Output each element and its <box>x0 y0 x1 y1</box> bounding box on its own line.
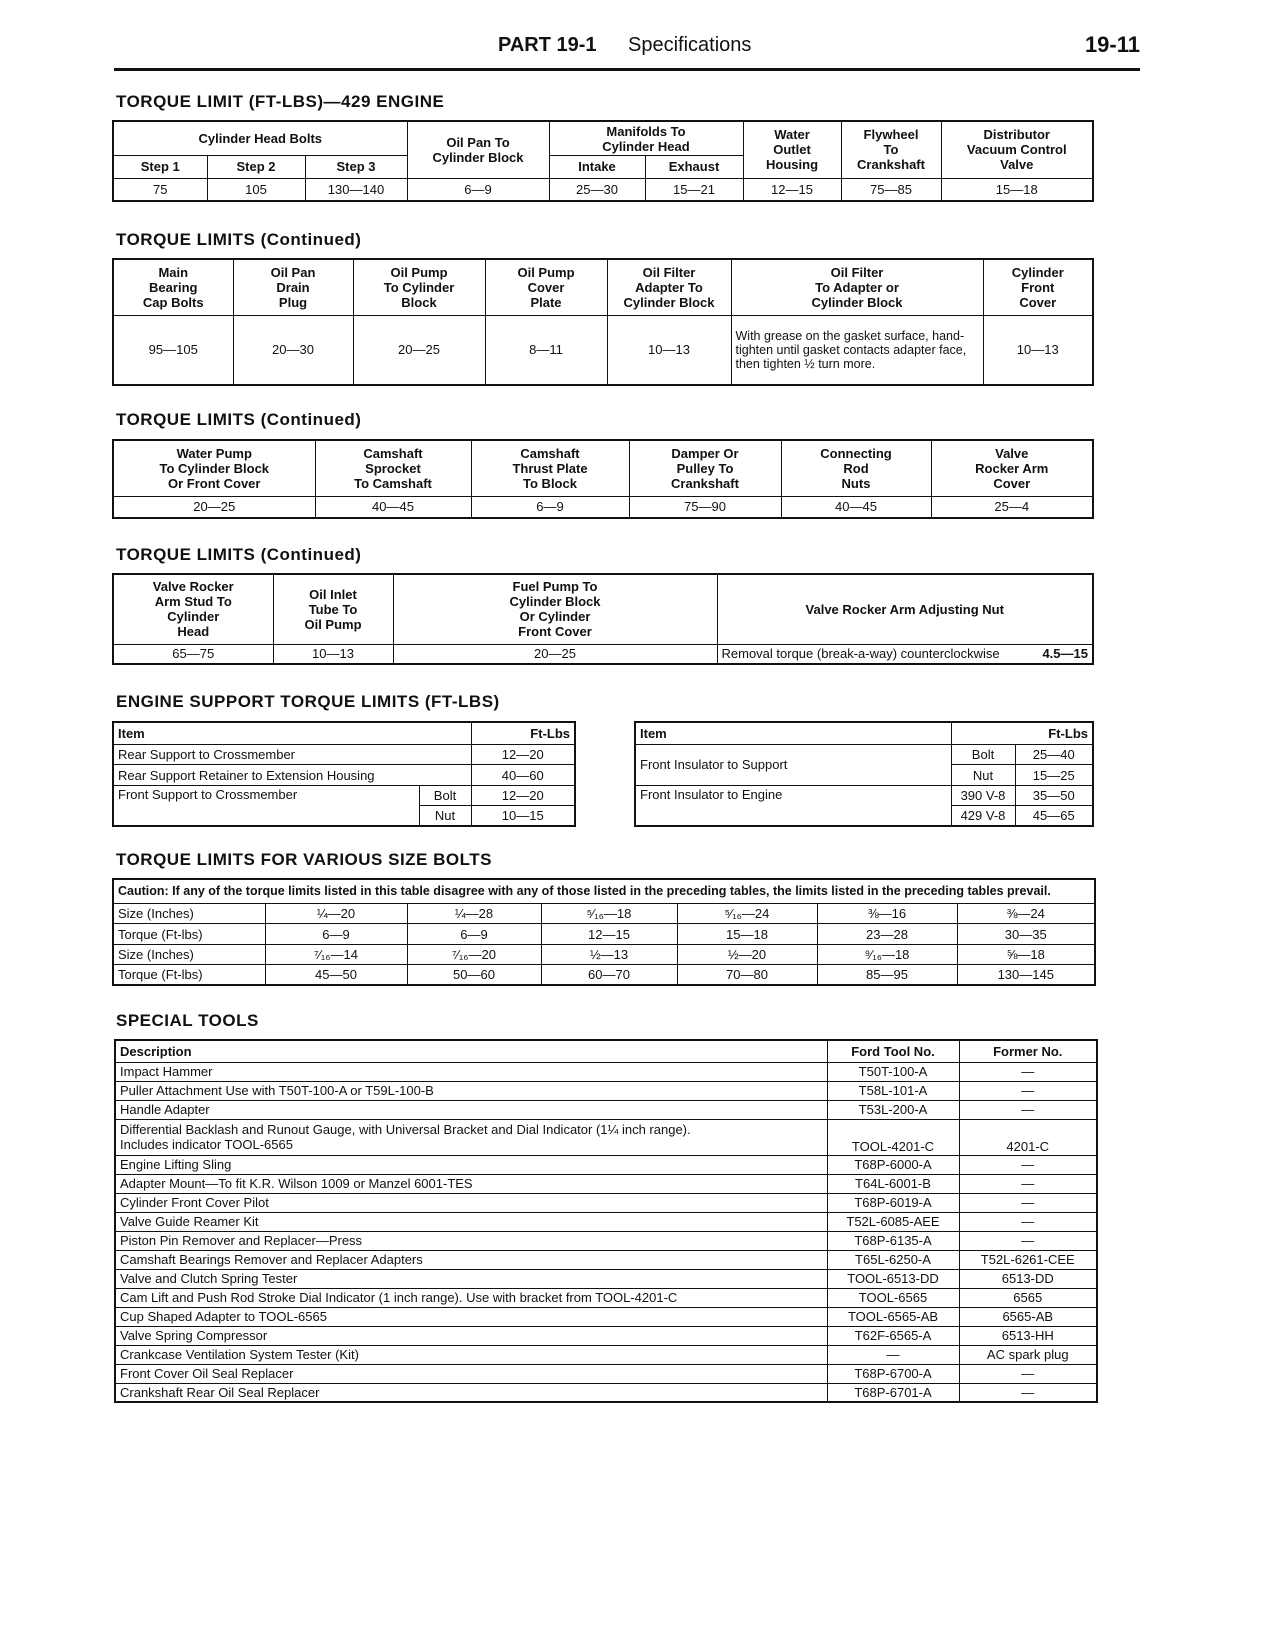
table-cell: 130—140 <box>305 178 407 201</box>
water-outlet-header: Water Outlet Housing <box>743 121 841 178</box>
table-cell: 12—15 <box>743 178 841 201</box>
table-cell: 15—25 <box>1015 765 1093 785</box>
table-cell: ⅝—18 <box>957 944 1095 964</box>
section-title-bolts: TORQUE LIMITS FOR VARIOUS SIZE BOLTS <box>116 850 492 869</box>
row-label: Torque (Ft-lbs) <box>113 965 265 985</box>
tool-former-number: T52L-6261-CEE <box>959 1250 1097 1269</box>
table-cell: 130—145 <box>957 965 1095 985</box>
tool-description: Engine Lifting Sling <box>115 1155 827 1174</box>
tool-description: Puller Attachment Use with T50T-100-A or T59L-100-B <box>115 1081 827 1100</box>
table-cell: ⁹⁄₁₆—18 <box>817 944 957 964</box>
col-header: Camshaft Thrust Plate To Block <box>471 440 629 496</box>
col-header-item: Item <box>635 722 951 744</box>
tool-description: Impact Hammer <box>115 1062 827 1081</box>
table-cell: Rear Support to Crossmember <box>113 744 471 764</box>
tool-former-number: 6565 <box>959 1288 1097 1307</box>
table-cell: 40—45 <box>315 496 471 518</box>
tool-former-number: — <box>959 1364 1097 1383</box>
removal-torque-row <box>717 644 1093 664</box>
table-cell: ⅜—24 <box>957 903 1095 923</box>
col-header: Fuel Pump To Cylinder Block Or Cylinder Front Cover <box>393 574 717 644</box>
exhaust-header: Exhaust <box>645 156 743 179</box>
continued-label: (Continued) <box>260 230 362 249</box>
tool-description: Cup Shaped Adapter to TOOL-6565 <box>115 1307 827 1326</box>
table-row <box>115 1155 1097 1174</box>
table-cell: 6—9 <box>407 924 541 944</box>
tool-former-number: 4201-C <box>959 1119 1097 1155</box>
col-header-ford-tool: Ford Tool No. <box>827 1040 959 1062</box>
engine-support-left-table <box>112 721 576 827</box>
table-row <box>115 1269 1097 1288</box>
page-number: 19-11 <box>1084 32 1140 57</box>
oil-pan-header: Oil Pan To Cylinder Block <box>407 121 549 178</box>
table-row <box>115 1212 1097 1231</box>
col-header-item: Item <box>113 722 471 744</box>
tool-former-number: — <box>959 1081 1097 1100</box>
tool-ford-number: TOOL-4201-C <box>827 1119 959 1155</box>
distributor-header: Distributor Vacuum Control Valve <box>941 121 1093 178</box>
col-header: Main Bearing Cap Bolts <box>113 259 233 315</box>
table-cell: 20—25 <box>113 496 315 518</box>
tool-description: Camshaft Bearings Remover and Replacer Adapters <box>115 1250 827 1269</box>
tool-ford-number: T68P-6000-A <box>827 1155 959 1174</box>
col-header: Oil Filter Adapter To Cylinder Block <box>607 259 731 315</box>
table-row <box>115 1383 1097 1402</box>
col-header-ftlbs: Ft-Lbs <box>951 722 1093 744</box>
tool-ford-number: T68P-6135-A <box>827 1231 959 1250</box>
step3-header: Step 3 <box>305 156 407 179</box>
table-cell: 6—9 <box>471 496 629 518</box>
table-cell: 45—65 <box>1015 806 1093 826</box>
tool-description: Cam Lift and Push Rod Stroke Dial Indicator (1 inch range). Use with bracket from TOOL-4201-C <box>115 1288 827 1307</box>
manifolds-header: Manifolds To Cylinder Head <box>549 121 743 156</box>
table-cell: 35—50 <box>1015 785 1093 805</box>
bolts-table <box>112 878 1096 986</box>
table-cell: 429 V-8 <box>951 806 1015 826</box>
table-cell: Nut <box>419 806 471 826</box>
tool-former-number: 6565-AB <box>959 1307 1097 1326</box>
part-label: PART 19-1 <box>498 34 597 56</box>
torque-cont1-table <box>112 258 1094 386</box>
table-cell: 95—105 <box>113 315 233 385</box>
table-cell: ⁵⁄₁₆—18 <box>541 903 677 923</box>
col-header: Camshaft Sprocket To Camshaft <box>315 440 471 496</box>
table-cell: 8—11 <box>485 315 607 385</box>
table-row <box>115 1081 1097 1100</box>
table-cell: Bolt <box>419 785 471 805</box>
tool-ford-number: T58L-101-A <box>827 1081 959 1100</box>
table-cell: 40—45 <box>781 496 931 518</box>
table-cell: 75—85 <box>841 178 941 201</box>
tool-ford-number: TOOL-6513-DD <box>827 1269 959 1288</box>
tool-description: Valve and Clutch Spring Tester <box>115 1269 827 1288</box>
tool-ford-number: T68P-6701-A <box>827 1383 959 1402</box>
table-row <box>115 1364 1097 1383</box>
tool-ford-number: T52L-6085-AEE <box>827 1212 959 1231</box>
table-cell: 15—18 <box>677 924 817 944</box>
tool-description: Handle Adapter <box>115 1100 827 1119</box>
col-header-description: Description <box>115 1040 827 1062</box>
tool-former-number: — <box>959 1100 1097 1119</box>
col-header: Connecting Rod Nuts <box>781 440 931 496</box>
table-row <box>115 1250 1097 1269</box>
row-label: Torque (Ft-lbs) <box>113 924 265 944</box>
tool-former-number: — <box>959 1062 1097 1081</box>
intake-header: Intake <box>549 156 645 179</box>
continued-label: (Continued) <box>260 545 362 564</box>
col-header: Water Pump To Cylinder Block Or Front Cover <box>113 440 315 496</box>
col-header: Oil Pump Cover Plate <box>485 259 607 315</box>
table-row <box>115 1345 1097 1364</box>
table-cell: 23—28 <box>817 924 957 944</box>
tool-description: Differential Backlash and Runout Gauge, with Universal Bracket and Dial Indicator (1¼ inch range). Includes indicator TOOL-6565 <box>115 1119 827 1155</box>
tool-ford-number: T50T-100-A <box>827 1062 959 1081</box>
table-cell: 40—60 <box>471 765 575 785</box>
tool-ford-number: T65L-6250-A <box>827 1250 959 1269</box>
table-row <box>115 1326 1097 1345</box>
tool-former-number: AC spark plug <box>959 1345 1097 1364</box>
table-cell: 10—13 <box>607 315 731 385</box>
caution-label: Caution: <box>118 883 169 898</box>
tool-ford-number: T68P-6700-A <box>827 1364 959 1383</box>
table-cell: 75—90 <box>629 496 781 518</box>
table-cell: ⁷⁄₁₆—20 <box>407 944 541 964</box>
special-tools-table <box>114 1039 1098 1403</box>
engine-support-right-table <box>634 721 1094 827</box>
table-cell: Bolt <box>951 744 1015 764</box>
tool-ford-number: — <box>827 1345 959 1364</box>
tool-ford-number: T53L-200-A <box>827 1100 959 1119</box>
tool-description: Front Cover Oil Seal Replacer <box>115 1364 827 1383</box>
table-cell: 15—21 <box>645 178 743 201</box>
col-header-ftlbs: Ft-Lbs <box>471 722 575 744</box>
table-cell: Front Support to Crossmember <box>113 785 419 826</box>
section-title-429: TORQUE LIMIT (FT-LBS)—429 ENGINE <box>116 92 445 111</box>
head-bolts-header: Cylinder Head Bolts <box>113 121 407 156</box>
table-cell: 12—15 <box>541 924 677 944</box>
table-cell: 15—18 <box>941 178 1093 201</box>
table-cell: ½—13 <box>541 944 677 964</box>
section-title-text: TORQUE LIMITS <box>116 410 256 429</box>
continued-label: (Continued) <box>260 410 362 429</box>
col-header: Valve Rocker Arm Adjusting Nut <box>717 574 1093 644</box>
table-row <box>115 1231 1097 1250</box>
tool-description: Valve Spring Compressor <box>115 1326 827 1345</box>
tool-ford-number: T68P-6019-A <box>827 1193 959 1212</box>
removal-torque-line <box>722 646 1089 661</box>
col-header: Oil Filter To Adapter or Cylinder Block <box>731 259 983 315</box>
table-cell: Nut <box>951 765 1015 785</box>
tool-former-number: — <box>959 1193 1097 1212</box>
table-cell: 20—25 <box>393 644 717 664</box>
section-title-cont1 <box>116 230 361 250</box>
table-row <box>115 1119 1097 1155</box>
table-cell: 70—80 <box>677 965 817 985</box>
torque-429-table <box>112 120 1094 202</box>
flywheel-header: Flywheel To Crankshaft <box>841 121 941 178</box>
table-row <box>115 1174 1097 1193</box>
table-cell: 30—35 <box>957 924 1095 944</box>
tool-former-number: — <box>959 1155 1097 1174</box>
table-cell: 45—50 <box>265 965 407 985</box>
table-cell: 65—75 <box>113 644 273 664</box>
tool-ford-number: TOOL-6565-AB <box>827 1307 959 1326</box>
caution-row <box>113 879 1095 903</box>
col-header: Damper Or Pulley To Crankshaft <box>629 440 781 496</box>
table-cell: 10—13 <box>983 315 1093 385</box>
table-row <box>115 1062 1097 1081</box>
tool-former-number: — <box>959 1231 1097 1250</box>
table-cell: ¼—28 <box>407 903 541 923</box>
table-cell: 6—9 <box>407 178 549 201</box>
table-cell: Front Insulator to Engine <box>635 785 951 826</box>
removal-torque-value: 4.5—15 <box>1042 646 1088 662</box>
step1-header: Step 1 <box>113 156 207 179</box>
tool-description: Cylinder Front Cover Pilot <box>115 1193 827 1212</box>
table-row <box>115 1193 1097 1212</box>
tool-former-number: — <box>959 1212 1097 1231</box>
tool-former-number: — <box>959 1383 1097 1402</box>
caution-text: If any of the torque limits listed in this table disagree with any of those listed in the preceding tables, the limits listed in the preceding tables prevail. <box>172 883 1051 898</box>
page-header <box>114 30 1140 70</box>
table-cell: 6—9 <box>265 924 407 944</box>
section-title-tools: SPECIAL TOOLS <box>116 1011 259 1030</box>
col-header: Oil Pan Drain Plug <box>233 259 353 315</box>
table-cell: 25—30 <box>549 178 645 201</box>
tool-description: Adapter Mount—To fit K.R. Wilson 1009 or Manzel 6001-TES <box>115 1174 827 1193</box>
section-title-cont3 <box>116 545 361 565</box>
table-cell: 12—20 <box>471 744 575 764</box>
table-cell: 20—30 <box>233 315 353 385</box>
col-header: Cylinder Front Cover <box>983 259 1093 315</box>
table-cell: 20—25 <box>353 315 485 385</box>
tool-ford-number: T64L-6001-B <box>827 1174 959 1193</box>
section-title-text: TORQUE LIMITS <box>116 230 256 249</box>
table-cell: Front Insulator to Support <box>635 744 951 785</box>
tool-former-number: 6513-HH <box>959 1326 1097 1345</box>
step2-header: Step 2 <box>207 156 305 179</box>
col-header: Valve Rocker Arm Stud To Cylinder Head <box>113 574 273 644</box>
table-row <box>115 1100 1097 1119</box>
tool-description: Valve Guide Reamer Kit <box>115 1212 827 1231</box>
section-title-cont2 <box>116 410 361 430</box>
table-cell: 60—70 <box>541 965 677 985</box>
table-cell: ¼—20 <box>265 903 407 923</box>
oil-filter-note: With grease on the gasket surface, hand-tighten until gasket contacts adapter face, then tighten ½ turn more. <box>731 315 983 385</box>
section-title-engine-support: ENGINE SUPPORT TORQUE LIMITS (FT-LBS) <box>116 692 500 711</box>
torque-cont3-table <box>112 573 1094 665</box>
table-cell: ⁵⁄₁₆—24 <box>677 903 817 923</box>
torque-cont2-table <box>112 439 1094 519</box>
table-cell: 390 V-8 <box>951 785 1015 805</box>
table-cell: ½—20 <box>677 944 817 964</box>
table-cell: 10—13 <box>273 644 393 664</box>
tool-description: Crankshaft Rear Oil Seal Replacer <box>115 1383 827 1402</box>
table-cell: 12—20 <box>471 785 575 805</box>
table-row <box>115 1288 1097 1307</box>
col-header-former: Former No. <box>959 1040 1097 1062</box>
tool-former-number: — <box>959 1174 1097 1193</box>
tool-ford-number: TOOL-6565 <box>827 1288 959 1307</box>
table-cell: 85—95 <box>817 965 957 985</box>
table-cell: 50—60 <box>407 965 541 985</box>
table-cell: 25—40 <box>1015 744 1093 764</box>
table-cell: 105 <box>207 178 305 201</box>
tool-description: Crankcase Ventilation System Tester (Kit) <box>115 1345 827 1364</box>
col-header: Oil Inlet Tube To Oil Pump <box>273 574 393 644</box>
section-title-text: TORQUE LIMITS <box>116 545 256 564</box>
table-cell: 10—15 <box>471 806 575 826</box>
page-title: Specifications <box>628 34 752 56</box>
table-cell: 25—4 <box>931 496 1093 518</box>
col-header: Valve Rocker Arm Cover <box>931 440 1093 496</box>
row-label: Size (Inches) <box>113 903 265 923</box>
col-header: Oil Pump To Cylinder Block <box>353 259 485 315</box>
header-rule <box>114 68 1140 71</box>
tool-former-number: 6513-DD <box>959 1269 1097 1288</box>
tool-ford-number: T62F-6565-A <box>827 1326 959 1345</box>
removal-torque-label: Removal torque (break-a-way) counterclockwise <box>721 646 1000 662</box>
table-cell: ⅜—16 <box>817 903 957 923</box>
table-cell: Rear Support Retainer to Extension Housing <box>113 765 471 785</box>
tool-description: Piston Pin Remover and Replacer—Press <box>115 1231 827 1250</box>
row-label: Size (Inches) <box>113 944 265 964</box>
table-row <box>115 1307 1097 1326</box>
table-cell: 75 <box>113 178 207 201</box>
table-cell: ⁷⁄₁₆—14 <box>265 944 407 964</box>
